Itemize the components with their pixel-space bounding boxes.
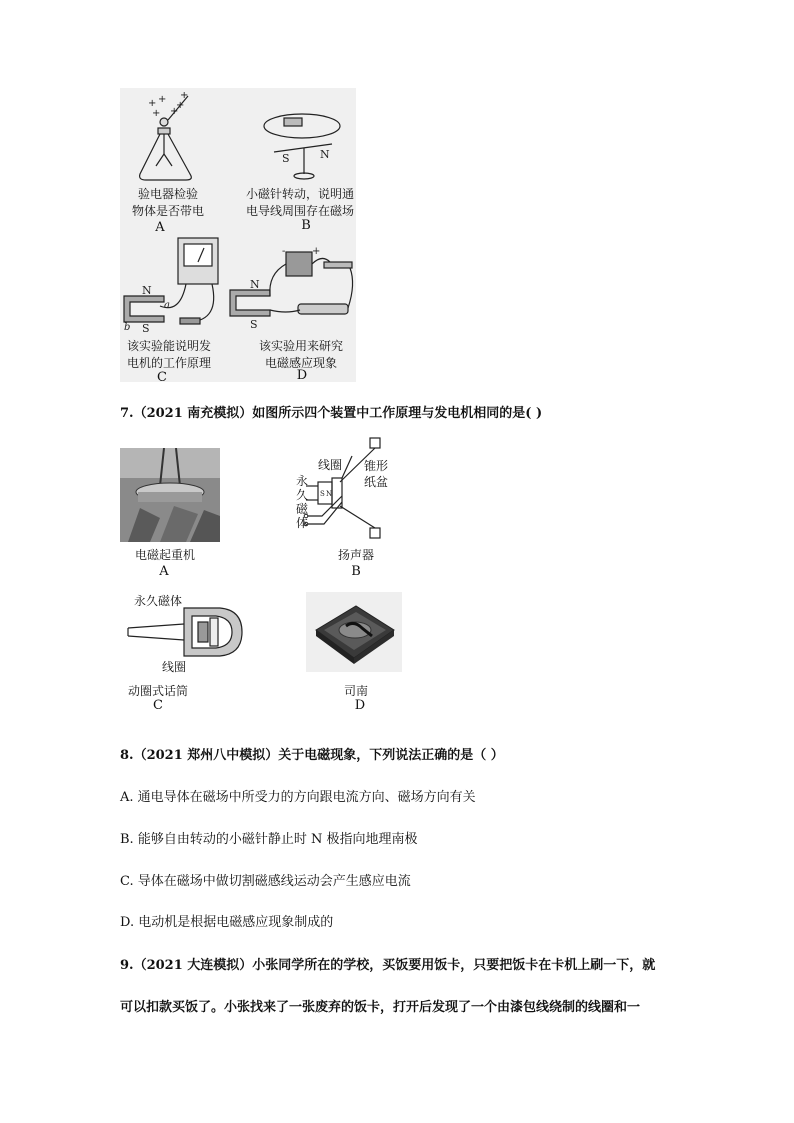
dynamic-microphone-diagram bbox=[122, 604, 246, 660]
fig-b-letter: B bbox=[301, 218, 311, 233]
question-9-line-1: 9.（2021 大连模拟）小张同学所在的学校，买饭要用饭卡，只要把饭卡在卡机上刷一下，就 bbox=[120, 958, 656, 973]
q8-option-c: C. 导体在磁场中做切割磁感线运动会产生感应电流 bbox=[120, 874, 411, 889]
q7-b-magnet-label: 永久磁体 bbox=[296, 474, 309, 530]
electromagnetic-induction-figure bbox=[226, 244, 358, 336]
q7-b-letter: B bbox=[351, 564, 361, 579]
svg-text:a: a bbox=[164, 300, 170, 311]
q7-a-letter: A bbox=[159, 564, 169, 579]
q7-c-magnet-label: 永久磁体 bbox=[134, 594, 183, 608]
q8-option-d: D. 电动机是根据电磁感应现象制成的 bbox=[120, 915, 334, 930]
svg-text:S: S bbox=[250, 318, 258, 331]
q7-b-cone-label: 锥形 纸盆 bbox=[364, 459, 389, 489]
svg-text:S: S bbox=[320, 490, 325, 498]
q7-d-caption: 司南 bbox=[343, 684, 368, 698]
svg-text:S: S bbox=[282, 152, 290, 165]
q7-b-coil-label: 线圈 bbox=[318, 458, 343, 472]
q7-c-letter: C bbox=[153, 698, 163, 713]
electroscope-figure bbox=[130, 92, 220, 184]
q7-a-caption: 电磁起重机 bbox=[134, 548, 195, 562]
fig-c-letter: C bbox=[157, 370, 167, 385]
svg-text:+: + bbox=[158, 94, 167, 105]
svg-text:+: + bbox=[312, 246, 321, 257]
svg-text:N: N bbox=[320, 148, 330, 161]
q8-option-a: A. 通电导体在磁场中所受力的方向跟电流方向、磁场方向有关 bbox=[120, 790, 476, 805]
electromagnetic-crane-photo bbox=[120, 448, 220, 542]
compass-wire-figure bbox=[256, 100, 356, 184]
q7-b-caption: 扬声器 bbox=[337, 548, 374, 562]
svg-text:N: N bbox=[326, 490, 333, 498]
fig-d-letter: D bbox=[296, 368, 308, 383]
q7-c-coil-label: 线圈 bbox=[162, 660, 187, 674]
question-9-line-2: 可以扣款买饭了。小张找来了一张废弃的饭卡，打开后发现了一个由漆包线绕制的线圈和一 bbox=[120, 1000, 641, 1015]
q8-option-b: B. 能够自由转动的小磁针静止时 N 极指向地理南极 bbox=[120, 832, 418, 847]
svg-text:+: + bbox=[180, 92, 189, 101]
q7-c-caption: 动圈式话筒 bbox=[127, 684, 188, 698]
svg-text:+: + bbox=[170, 106, 179, 117]
svg-text:+: + bbox=[152, 108, 161, 119]
svg-text:b: b bbox=[124, 322, 131, 333]
fig-d-caption: 该实验用来研究 电磁感应现象 bbox=[258, 339, 343, 370]
q7-d-letter: D bbox=[354, 698, 366, 713]
fig-a-caption: 验电器检验 物体是否带电 bbox=[131, 187, 204, 218]
sinan-compass-photo bbox=[306, 592, 402, 672]
svg-text:N: N bbox=[142, 284, 152, 297]
fig-b-caption: 小磁针转动，说明通 电导线周围存在磁场 bbox=[245, 187, 354, 218]
svg-text:S: S bbox=[142, 322, 150, 334]
question-7-text: 7.（2021 南充模拟）如图所示四个装置中工作原理与发电机相同的是( ) bbox=[120, 406, 543, 421]
question-8-text: 8.（2021 郑州八中模拟）关于电磁现象，下列说法正确的是（ ） bbox=[120, 748, 504, 763]
fig-a-letter: A bbox=[155, 220, 165, 235]
fig-c-caption: 该实验能说明发 电机的工作原理 bbox=[126, 339, 211, 370]
svg-text:+: + bbox=[148, 98, 157, 109]
generator-experiment-figure bbox=[120, 234, 224, 334]
svg-text:+: + bbox=[176, 100, 185, 111]
svg-text:-: - bbox=[282, 246, 286, 257]
svg-text:N: N bbox=[250, 278, 260, 291]
